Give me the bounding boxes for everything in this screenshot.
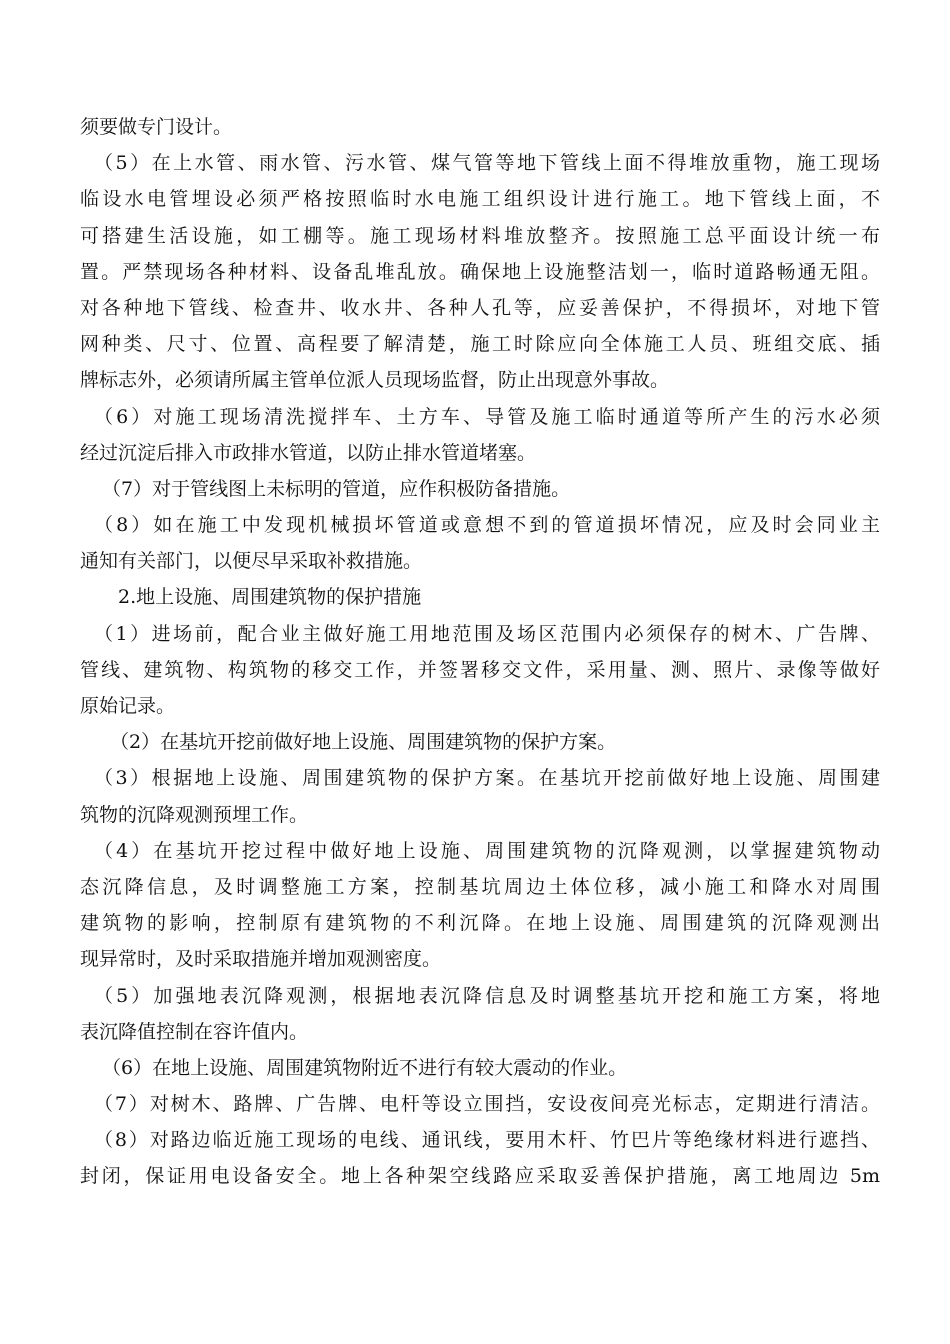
text-line: 经过沉淀后排入市政排水管道，以防止排水管道堵塞。: [80, 441, 537, 464]
text-line: 表沉降值控制在容许值内。: [80, 1020, 309, 1043]
text-line: 置。严禁现场各种材料、设备乱堆乱放。确保地上设施整洁划一，临时道路畅通无阻。: [80, 260, 880, 283]
text-line: （1）进场前，配合业主做好施工用地范围及场区范围内必须保存的树木、广告牌、: [94, 622, 880, 645]
text-line: （4）在基坑开挖过程中做好地上设施、周围建筑物的沉降观测，以掌握建筑物动: [94, 839, 880, 862]
text-line: （8）对路边临近施工现场的电线、通讯线，要用木杆、竹巴片等绝缘材料进行遮挡、: [94, 1129, 880, 1152]
text-line: 可搭建生活设施，如工棚等。施工现场材料堆放整齐。按照施工总平面设计统一布: [80, 224, 880, 247]
document-page: [80, 109, 880, 1195]
text-line: 现异常时，及时采取措施并增加观测密度。: [80, 948, 442, 971]
text-line: 须要做专门设计。: [80, 116, 233, 138]
text-line: 筑物的沉降观测预埋工作。: [80, 803, 309, 826]
text-line: （2）在基坑开挖前做好地上设施、周围建筑物的保护方案。: [110, 731, 617, 754]
text-line: 管线、建筑物、构筑物的移交工作，并签署移交文件，采用量、测、照片、录像等做好: [80, 658, 880, 681]
section-heading: 2.地上设施、周围建筑物的保护措施: [118, 586, 422, 609]
text-line: 态沉降信息，及时调整施工方案，控制基坑周边土体位移，减小施工和降水对周围: [80, 875, 880, 898]
text-line: 建筑物的影响，控制原有建筑物的不利沉降。在地上设施、周围建筑的沉降观测出: [80, 912, 880, 935]
text-line: （5）在上水管、雨水管、污水管、煤气管等地下管线上面不得堆放重物，施工现场: [94, 152, 880, 175]
text-line: （6）对施工现场清洗搅拌车、土方车、导管及施工临时通道等所产生的污水必须: [94, 405, 880, 428]
text-line: （7）对树木、路牌、广告牌、电杆等设立围挡，安设夜间亮光标志，定期进行清洁。: [94, 1093, 880, 1116]
text-line: 牌标志外，必须请所属主管单位派人员现场监督，防止出现意外事故。: [80, 369, 670, 392]
text-line: （6）在地上设施、周围建筑物附近不进行有较大震动的作业。: [102, 1056, 628, 1079]
text-line: 原始记录。: [80, 695, 176, 717]
text-line: 封闭，保证用电设备安全。地上各种架空线路应采取妥善保护措施，离工地周边 5m: [80, 1165, 880, 1188]
text-line: （7）对于管线图上未标明的管道，应作积极防备措施。: [102, 477, 571, 500]
text-line: 网种类、尺寸、位置、高程要了解清楚，施工时除应向全体施工人员、班组交底、插: [80, 333, 880, 356]
text-line: 对各种地下管线、检查井、收水井、各种人孔等，应妥善保护，不得损坏，对地下管: [80, 296, 880, 319]
text-line: （8）如在施工中发现机械损坏管道或意想不到的管道损坏情况，应及时会同业主: [94, 514, 880, 537]
text-line: （3）根据地上设施、周围建筑物的保护方案。在基坑开挖前做好地上设施、周围建: [94, 767, 880, 790]
text-line: 通知有关部门，以便尽早采取补救措施。: [80, 550, 423, 573]
text-line: 临设水电管埋设必须严格按照临时水电施工组织设计进行施工。地下管线上面，不: [80, 188, 880, 211]
text-line: （5）加强地表沉降观测，根据地表沉降信息及时调整基坑开挖和施工方案，将地: [94, 984, 880, 1007]
